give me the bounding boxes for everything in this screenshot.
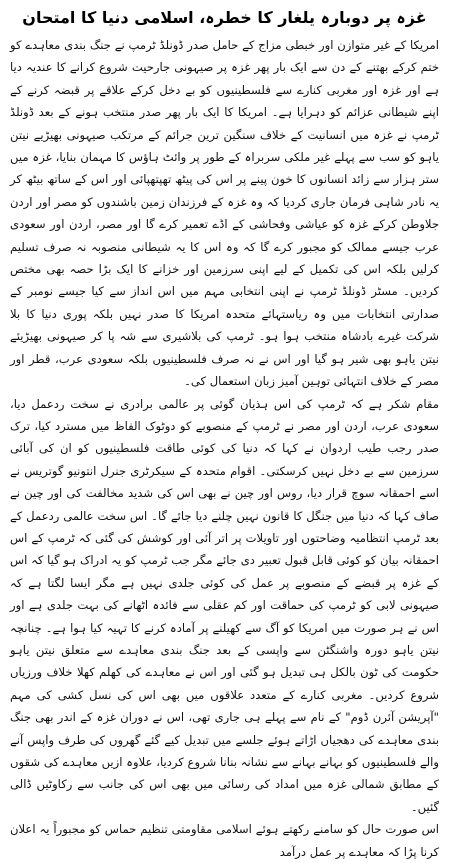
article-paragraph-2: مقام شکر ہے کہ ٹرمپ کی اس ہذیان گوئی پر عالمی برادری نے سخت ردعمل دیا، سعودی عرب، اردن اور مصر نے ٹرمپ کے منصوبے کو دوٹوک الفاظ میں مسترد کیا، ترک صدر رجب طیب اردوان نے کہا کہ دنیا کی کوئی طاقت فلسطینیوں کو ان کی آبائی سرزمین سے بے دخل نہیں کرسکتی۔ اقوام متحدہ کے سیکرٹری جنرل انتونیو گوتریس نے اسے احمقانہ سوچ قرار دیا، روس اور چین نے بھی اس کی شدید مخالفت کی اور چین نے صاف کہا کہ دنیا میں جنگل کا قانون نہیں چلنے دیا جائے گا۔ اس سخت عالمی ردعمل کے بعد ٹرمپ انتظامیہ وضاحتوں اور تاویلات پر اتر آئی اور کوشش کی گئی کہ ٹرمپ کے اس احمقانہ بیان کو کوئی قابل قبول تعبیر دی جائے مگر جب ٹرمپ کو یہ ادراک ہو گیا کہ اس کے غزہ پر قبضے کے منصوبے پر عمل کی کوئی جلدی نہیں ہے مگر ایسا لگتا ہے کہ صیہونی لابی کو ٹرمپ کی حماقت اور کم عقلی سے فائدہ اٹھانے کی بہت جلدی ہے اور اس نے ہر صورت میں امریکا کو آگ سے کھیلنے پر آمادہ کرنے کا تہیہ کیا ہوا ہے۔ چنانچہ نیتن یاہو دورہ واشنگٹن سے واپسی کے بعد جنگ بندی معاہدے سے متعلق نیتن یاہو حکومت کی ٹون بالکل ہی تبدیل ہو گئی اور اس نے معاہدے کی کھلم کھلا خلاف ورزیاں شروع کردیں۔ مغربی کنارے کے متعدد علاقوں میں بھی اس کی نسل کشی کی مہم "آپریشن آئرن ڈوم" کے نام سے پہلے ہی جاری تھی، اس نے دوران غزہ کے اندر بھی جنگ بندی معاہدے کی دھجیاں اڑاتے ہوئے جلسے میں تبدیل کیے گئے گھروں کی طرف واپس آنے والے فلسطینیوں کو بہانے بہانے سے نشانہ بنانا شروع کردیا، علاوہ ازیں معاہدے کی شقوں کے مطابق شمالی غزہ میں امداد کی رسائی میں بھی اس کی جانب سے رکاوٹیں ڈالی گئیں۔ (10, 396, 439, 814)
article-paragraph-3: اس صورت حال کو سامنے رکھتے ہوئے اسلامی مقاومتی تنظیم حماس کو مجبوراً یہ اعلان کرنا پڑا کہ معاہدے پر عمل درآمد (10, 822, 439, 859)
article-paragraph-1: امریکا کے غیر متوازن اور خبطی مزاج کے حامل صدر ڈونلڈ ٹرمپ نے جنگ بندی معاہدے کو ختم کرکے بھتنے کے دن سے ایک بار پھر غزہ پر صیہونی جارحیت شروع کرانے کا عندیہ دیا ہے اور غزہ اور مغربی کنارے سے فلسطینیوں کو بے دخل کرکے علاقے پر قبضہ کرنے کے اپنے شیطانی عزائم کو دہرایا ہے۔ امریکا کا ایک بار پھر صدر منتخب ہونے کے بعد ڈونلڈ ٹرمپ نے غزہ میں انسانیت کے خلاف سنگین ترین جرائم کے مرتکب صیہونی بھیڑیے نیتن یاہو کو سب سے پہلے غیر ملکی سربراہ کے طور پر وائٹ ہاؤس کا مہمان بنایا، غزہ میں ستر ہزار سے زائد انسانوں کا خون پینے پر اس کی پیٹھ تھپتھپائی اور اس کے ساتھ بیٹھ کر یہ نادر شاہی فرمان جاری کردیا کہ وہ غزہ کے فرزندان زمین باشندوں کو مصر اور اردن جلاوطن کرکے غزہ کو عیاشی وفحاشی کے اڈے تعمیر کرے گا اور مصر، اردن اور سعودی عرب جیسے ممالک کو مجبور کرے گا کہ وہ اس کا یہ شیطانی منصوبہ نہ صرف تسلیم کرلیں بلکہ اس کی تکمیل کے لیے اپنی سرزمین اور خزانے کا ایک بڑا حصہ بھی مختص کردیں۔ مسٹر ڈونلڈ ٹرمپ نے اپنی انتخابی مہم میں اس انداز سے کیا جیسے نومبر کے صدارتی انتخابات میں وہ ریاستہائے متحدہ امریکا کا صدر نہیں بلکہ پوری دنیا کا بلا شرکت غیرے بادشاہ منتخب ہوا ہو۔ ٹرمپ کی بلاشیری سے شہ پا کر صیہونی بھیڑیئے نیتن یاہو بھی شیر ہو گیا اور اس نے نہ صرف فلسطینیوں بلکہ سعودی عرب، قطر اور مصر کے خلاف انتہائی توہین آمیز زبان استعمال کی۔ (10, 38, 439, 389)
article-headline: غزہ پر دوبارہ یلغار کا خطرہ، اسلامی دنیا کا امتحان (22, 8, 427, 27)
